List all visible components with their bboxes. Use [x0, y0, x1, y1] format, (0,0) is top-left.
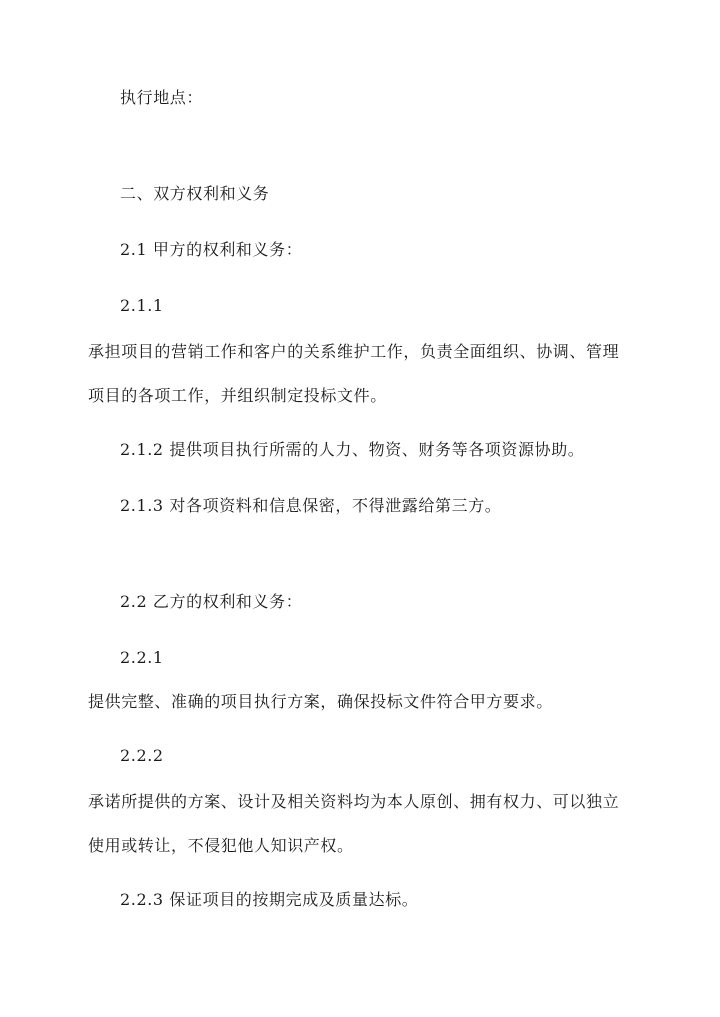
subsection-heading-party-b: 2.2 乙方的权利和义务：: [120, 592, 303, 611]
clause-number-2-2-1: 2.2.1: [120, 648, 164, 667]
clause-text-2-2-1: 提供完整、准确的项目执行方案，确保投标文件符合甲方要求。: [88, 692, 553, 711]
clause-number-2-2-2: 2.2.2: [120, 746, 164, 765]
subsection-heading-party-a: 2.1 甲方的权利和义务：: [120, 240, 303, 259]
clause-2-2-3: 2.2.3 保证项目的按期完成及质量达标。: [120, 890, 419, 909]
clause-2-1-3: 2.1.3 对各项资料和信息保密，不得泄露给第三方。: [120, 496, 502, 515]
execution-location-label: 执行地点：: [120, 88, 204, 107]
clause-text-2-1-1-line-2: 项目的各项工作，并组织制定投标文件。: [88, 386, 387, 405]
section-heading-rights-obligations: 二、双方权利和义务: [120, 184, 270, 203]
clause-text-2-1-1-line-1: 承担项目的营销工作和客户的关系维护工作，负责全面组织、协调、管理: [88, 342, 620, 361]
clause-text-2-2-2-line-2: 使用或转让，不侵犯他人知识产权。: [88, 836, 354, 855]
clause-number-2-1-1: 2.1.1: [120, 296, 164, 315]
clause-text-2-2-2-line-1: 承诺所提供的方案、设计及相关资料均为本人原创、拥有权力、可以独立: [88, 792, 620, 811]
clause-2-1-2: 2.1.2 提供项目执行所需的人力、物资、财务等各项资源协助。: [120, 440, 585, 459]
